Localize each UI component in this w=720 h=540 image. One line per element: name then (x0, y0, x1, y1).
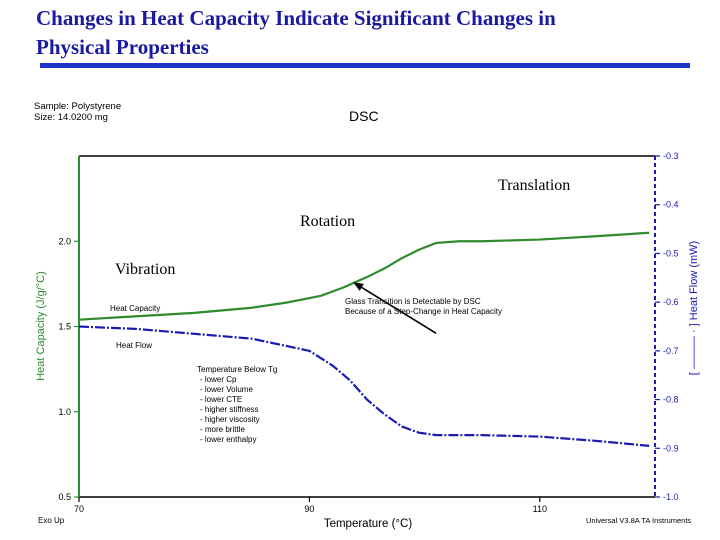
right-tick-label: -0.7 (663, 345, 679, 356)
heat-capacity-label: Heat Capacity (110, 304, 161, 313)
below-tg-item: - lower enthalpy (200, 435, 257, 444)
slide-title (36, 4, 696, 62)
left-tick-label: 1.0 (58, 406, 71, 417)
below-tg-item: - higher viscosity (200, 415, 260, 424)
left-tick-label: 2.0 (58, 236, 71, 247)
heat-flow-label: Heat Flow (116, 341, 153, 350)
right-tick-label: -0.8 (663, 394, 679, 405)
right-tick-label: -0.3 (663, 151, 679, 161)
below-tg-item: - more brittle (200, 425, 245, 434)
below-tg-item: - lower CTE (200, 395, 243, 404)
right-tick-label: -1.0 (663, 492, 679, 502)
dsc-chart (0, 90, 720, 540)
right-tick-label: -0.9 (663, 443, 679, 454)
slide-title-line-2: Physical Properties (36, 35, 209, 59)
instrument-footer: Universal V3.8A TA Instruments (586, 516, 692, 525)
left-tick-label: 1.5 (58, 321, 71, 332)
below-tg-list (200, 375, 260, 444)
axis-ticks (58, 151, 678, 514)
right-tick-label: -0.4 (663, 199, 679, 210)
x-tick-label: 110 (532, 504, 547, 514)
rotation-label: Rotation (300, 213, 356, 230)
title-underline (40, 63, 690, 68)
series-heat-flow-line (79, 327, 649, 446)
x-axis-label: Temperature (°C) (323, 518, 413, 530)
exo-up-label: Exo Up (38, 516, 65, 525)
glass-transition-note-1: Glass Transition is Detectable by DSC (345, 297, 481, 306)
vibration-label: Vibration (115, 261, 176, 278)
glass-transition-note-2: Because of a Step-Change in Heat Capacity (345, 307, 502, 316)
right-tick-label: -0.6 (663, 297, 679, 308)
slide-title-line-1: Changes in Heat Capacity Indicate Significant Changes in (36, 6, 556, 30)
right-tick-label: -0.5 (663, 248, 679, 259)
size-label: Size: 14.0200 mg (34, 112, 108, 123)
y-axis-right-label: [ ——— · ] Heat Flow (mW) (688, 240, 700, 376)
chart-title: DSC (349, 108, 379, 124)
below-tg-item: - higher stiffness (200, 405, 259, 414)
x-tick-label: 70 (73, 504, 85, 514)
sample-label: Sample: Polystyrene (34, 101, 122, 112)
left-tick-label: 0.5 (58, 492, 71, 502)
below-tg-item: - lower Cp (200, 375, 237, 384)
x-tick-label: 90 (304, 504, 315, 514)
y-axis-left-label: Heat Capacity (J/g/°C) (35, 271, 47, 381)
glass-transition-arrowhead (353, 282, 364, 291)
below-tg-item: - lower Volume (200, 385, 253, 394)
translation-label: Translation (498, 177, 571, 194)
below-tg-title: Temperature Below Tg (197, 365, 278, 374)
